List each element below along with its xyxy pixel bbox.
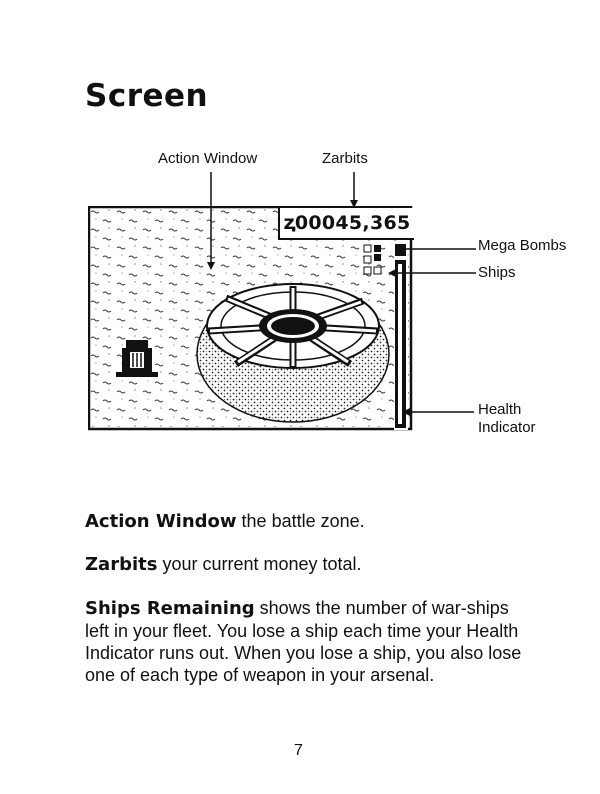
term-ships-remaining: Ships Remaining (85, 598, 255, 619)
term-zarbits: Zarbits (85, 554, 158, 575)
label-action-window: Action Window (158, 150, 258, 167)
zarbits-counter: ⱬ00045,365 (278, 208, 414, 240)
label-ships: Ships (478, 264, 516, 281)
label-zarbits: Zarbits (322, 150, 368, 167)
label-mega-bombs: Mega Bombs (478, 237, 567, 254)
term-action-window: Action Window (85, 511, 237, 532)
page-number: 7 (294, 742, 303, 759)
zarbit-currency-icon: ⱬ (283, 212, 295, 234)
label-health-indicator: Health Indicator (478, 401, 536, 436)
page-heading: Screen (85, 78, 209, 114)
paragraph-action-window: Action Window the battle zone. (85, 511, 365, 532)
paragraph-zarbits: Zarbits your current money total. (85, 554, 362, 575)
paragraph-ships-remaining: Ships Remaining shows the number of war-ships left in your fleet. You lose a ship each time your Health Indicator runs out. When you lose a ship, you also lose one of each type of weapon in your arsenal. (85, 598, 522, 685)
